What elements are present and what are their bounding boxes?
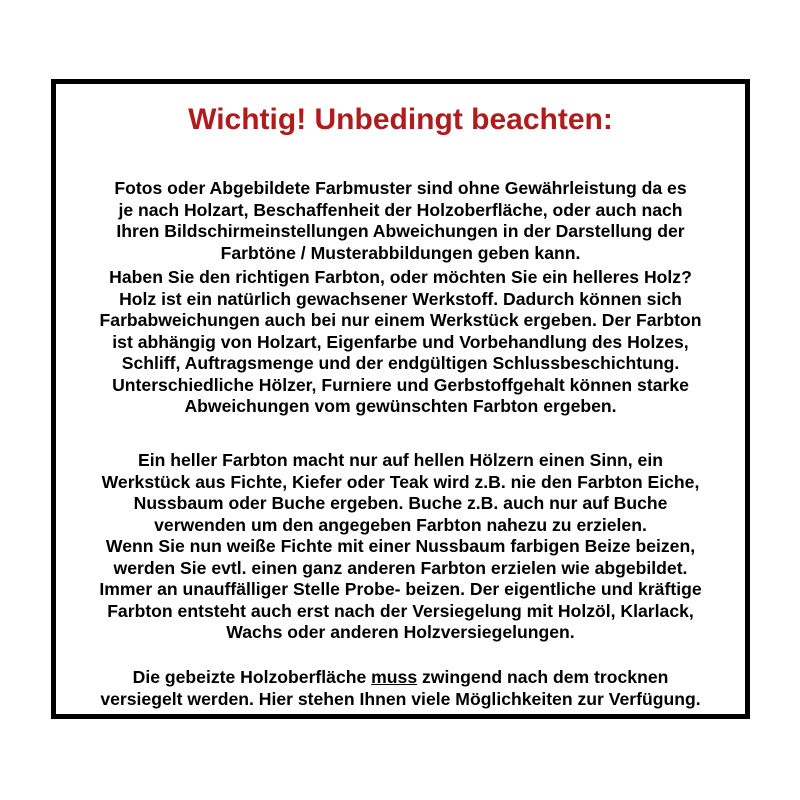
paragraph-line: Wenn Sie nun weiße Fichte mit einer Nussbaum farbigen Beize beizen,	[105, 536, 696, 556]
paragraph-line: verwenden um den angegeben Farbton nahezu zu erzielen.	[154, 514, 647, 535]
paragraph-line: Farbabweichungen auch bei nur einem Werkstück ergeben. Der Farbton	[99, 310, 702, 330]
paragraph-line: ist abhängig von Holzart, Eigenfarbe und Vorbehandlung des Holzes,	[112, 331, 689, 352]
paragraph-sealing	[56, 667, 745, 710]
notice-box	[51, 79, 750, 719]
paragraph-line: Farbton entsteht auch erst nach der Versiegelung mit Holzöl, Klarlack,	[107, 600, 694, 621]
paragraph-line: Haben Sie den richtigen Farbton, oder möchten Sie ein helleres Holz?	[109, 267, 692, 287]
paragraph-light-tones	[56, 450, 745, 644]
paragraph-line: versiegelt werden. Hier stehen Ihnen viele Möglichkeiten zur Verfügung.	[100, 688, 701, 709]
notice-title: Wichtig! Unbedingt beachten:	[188, 103, 613, 136]
paragraph-line: Schliff, Auftragsmenge und der endgültigen Schlussbeschichtung.	[121, 353, 680, 373]
sealing-text-start: Die gebeizte Holzoberfläche	[132, 667, 372, 687]
paragraph-line: Nussbaum oder Buche ergeben. Buche z.B. auch nur auf Buche	[133, 493, 668, 513]
paragraph-line: Abweichungen vom gewünschten Farbton ergeben.	[184, 396, 617, 416]
paragraph-disclaimer	[56, 178, 745, 264]
paragraph-line: Holz ist ein natürlich gewachsener Werkstoff. Dadurch können sich	[119, 288, 682, 309]
paragraph-line: Farbtöne / Musterabbildungen geben kann.	[220, 242, 581, 263]
emphasis-must: muss	[371, 667, 418, 687]
sealing-text-end: zwingend nach dem trocknen	[417, 667, 669, 687]
paragraph-line: Immer an unauffälliger Stelle Probe- beizen. Der eigentliche und kräftige	[99, 579, 702, 599]
paragraph-wood-variation	[56, 267, 745, 418]
paragraph-line: Unterschiedliche Hölzer, Furniere und Gerbstoffgehalt können starke	[112, 374, 689, 395]
paragraph-line: Wachs oder anderen Holzversiegelungen.	[226, 622, 575, 642]
paragraph-line: Werkstück aus Fichte, Kiefer oder Teak wird z.B. nie den Farbton Eiche,	[101, 471, 700, 492]
paragraph-line: je nach Holzart, Beschaffenheit der Holzoberfläche, oder auch nach	[118, 199, 683, 220]
paragraph-line: werden Sie evtl. einen ganz anderen Farbton erzielen wie abgebildet.	[113, 557, 688, 578]
paragraph-line: Fotos oder Abgebildete Farbmuster sind ohne Gewährleistung da es	[114, 178, 687, 198]
paragraph-line	[56, 667, 745, 689]
paragraph-line: Ihren Bildschirmeinstellungen Abweichungen in der Darstellung der	[116, 221, 685, 241]
paragraph-line: Ein heller Farbton macht nur auf hellen Hölzern einen Sinn, ein	[138, 450, 663, 470]
